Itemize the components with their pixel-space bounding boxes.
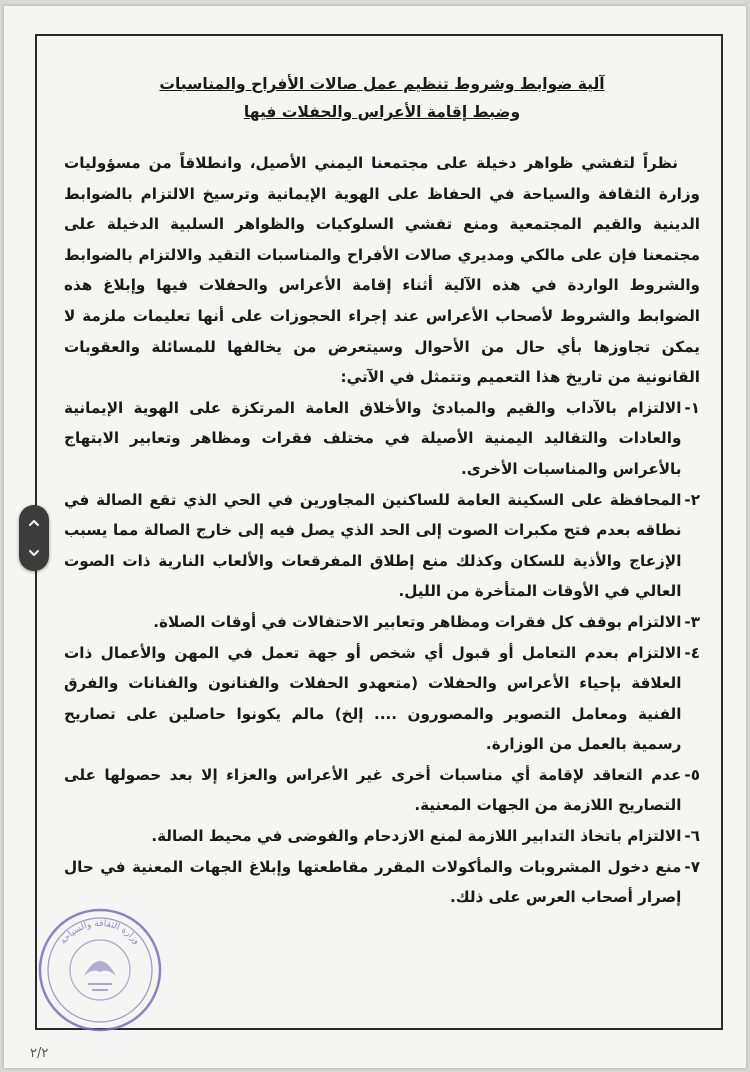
list-item [64,852,700,913]
item-number: ٢- [684,490,700,509]
item-text: عدم التعاقد لإقامة أي مناسبات أخرى غير الأعراس والعزاء إلا بعد حصولها على التصاريح اللازمة من الجهات المعنية. [64,765,682,815]
item-text: الالتزام بالآداب والقيم والمبادئ والأخلاق العامة المرتكزة على الهوية الإيمانية والعادات والتقاليد اليمنية الأصيلة في مختلف فقرات ومظاهر وتعابير الابتهاج بالأعراس والمناسبات الأخرى. [64,398,682,478]
item-number: ٣- [684,612,700,631]
chevron-up-icon[interactable] [28,517,40,529]
title-line-1: آلية ضوابط وشروط تنظيم عمل صالات الأفراح والمناسبات [159,75,605,93]
document-body [64,70,700,913]
intro-paragraph: نظراً لتفشي ظواهر دخيلة على مجتمعنا اليمني الأصيل، وانطلاقاً من مسؤوليات وزارة الثقافة والسياحة في الحفاظ على الهوية الإيمانية وترسيخ الالتزام بالضوابط الدينية والقيم المجتمعية ومنع تفشي السلوكيات والظواهر السلبية الدخيلة على مجتمعنا فإن على مالكي ومديري صالات الأفراح والمناسبات التقيد والالتزام بالضوابط والشروط الواردة في هذه الآلية أثناء إقامة الأعراس والحفلات فيها وإبلاغ هذه الضوابط والشروط لأصحاب الأعراس عند إجراء الحجوزات على أنها تعليمات ملزمة لا يمكن تجاوزها بأي حال من الأحوال وسيتعرض من يخالفها للمسائلة والعقوبات القانونية من تاريخ هذا التعميم وتتمثل في الآتي: [64,154,700,387]
list-item [64,485,700,607]
list-item [64,393,700,485]
item-number: ٧- [684,857,700,876]
ministry-seal-icon [36,906,164,1034]
item-number: ١- [684,398,700,417]
scroll-navigation-control[interactable] [19,505,49,571]
item-text: الالتزام بوقف كل فقرات ومظاهر وتعابير الاحتفالات في أوقات الصلاة. [153,612,682,631]
item-text: الالتزام باتخاذ التدابير اللازمة لمنع الازدحام والفوضى في محيط الصالة. [151,827,682,846]
document-title [64,70,700,126]
chevron-down-icon[interactable] [28,547,40,559]
page-number: ٢/٢ [30,1046,49,1061]
item-text: منع دخول المشروبات والمأكولات المقرر مقاطعتها وإبلاغ الجهات المعنية في حال إصرار أصحاب العرس على ذلك. [64,857,682,907]
item-text: الالتزام بعدم التعامل أو قبول أي شخص أو جهة تعمل في المهن والأعمال ذات العلاقة بإحياء الأعراس والحفلات (متعهدو الحفلات والفنانون والفنانات والفرق الفنية ومعامل التصوير والمصورون .... إلخ) مالم يكونوا حاصلين على تصاريح رسمية بالعمل من الوزارة. [64,643,682,754]
document-page [4,6,746,1068]
list-item [64,821,700,852]
item-number: ٦- [684,827,700,846]
list-item [64,760,700,821]
svg-text:وزارة الثقافة والسياحة [58,919,141,947]
title-line-2: وضبط إقامة الأعراس والحفلات فيها [243,103,521,121]
list-item [64,638,700,760]
list-item [64,607,700,638]
item-number: ٤- [684,643,700,662]
item-number: ٥- [684,765,700,784]
item-text: المحافظة على السكينة العامة للساكنين المجاورين في الحي الذي تقع الصالة في نطاقه بعدم فتح مكبرات الصوت إلى الحد الذي يصل فيه إلى خارج الصالة مما يسبب الإزعاج والأذية للسكان وكذلك منع إطلاق المفرقعات والألعاب النارية ذات الصوت العالي في الأوقات المتأخرة من الليل. [64,490,682,601]
seal-text: وزارة الثقافة والسياحة [58,918,142,947]
